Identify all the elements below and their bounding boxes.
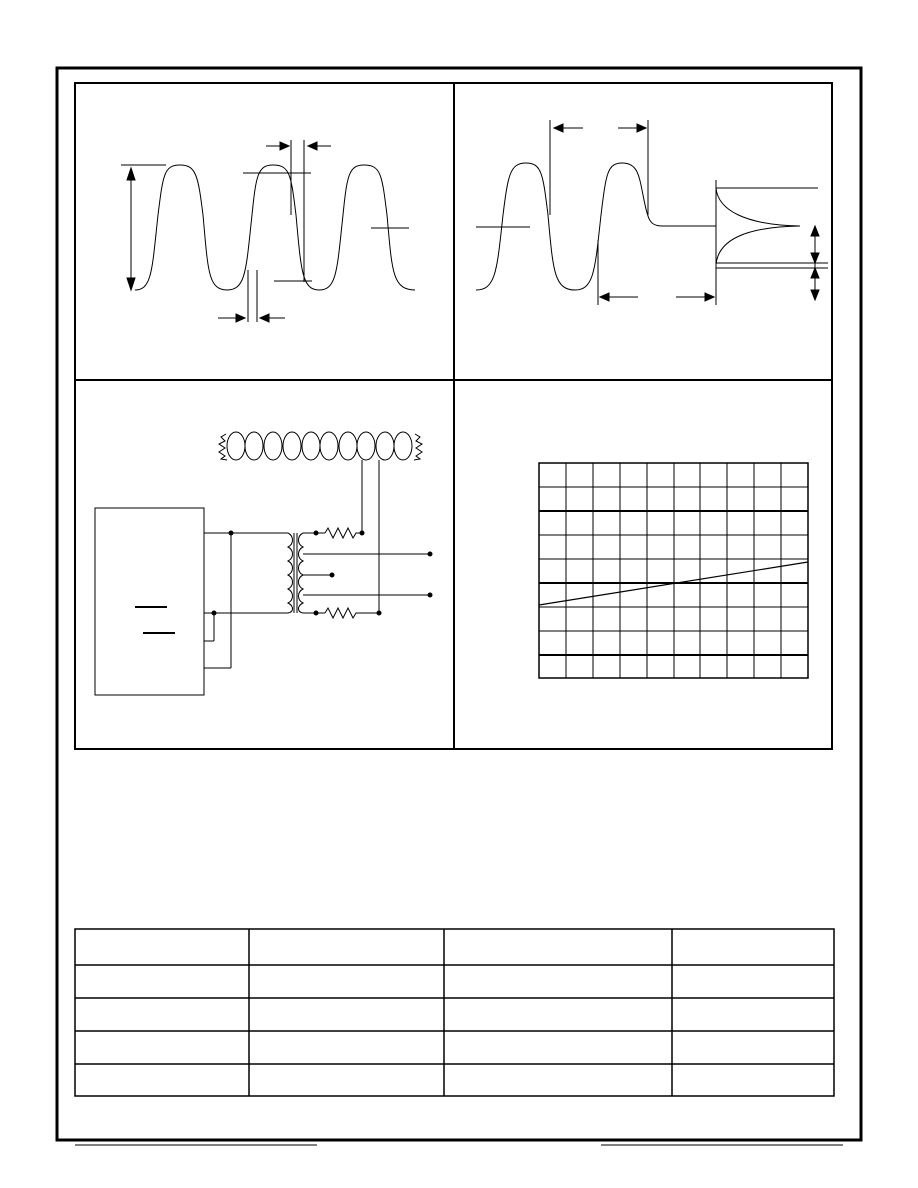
figure-grid <box>75 83 832 749</box>
graph-gridlines <box>539 463 808 678</box>
test-circuit-figure <box>95 432 432 695</box>
transformer-secondary <box>299 533 304 613</box>
generator-box <box>95 508 204 695</box>
ringdown-waveform-figure <box>476 120 828 305</box>
resistor-upper <box>325 528 362 538</box>
decay-envelope-lower <box>716 226 800 265</box>
coil-winding <box>219 432 422 460</box>
page-border <box>57 68 861 1140</box>
waveform-timing-figure <box>121 140 415 322</box>
resistor-lower <box>325 608 362 618</box>
decay-envelope-upper <box>716 188 800 226</box>
characteristic-graph-figure <box>539 463 808 678</box>
transformer-primary <box>288 533 293 613</box>
data-table <box>75 929 834 1096</box>
